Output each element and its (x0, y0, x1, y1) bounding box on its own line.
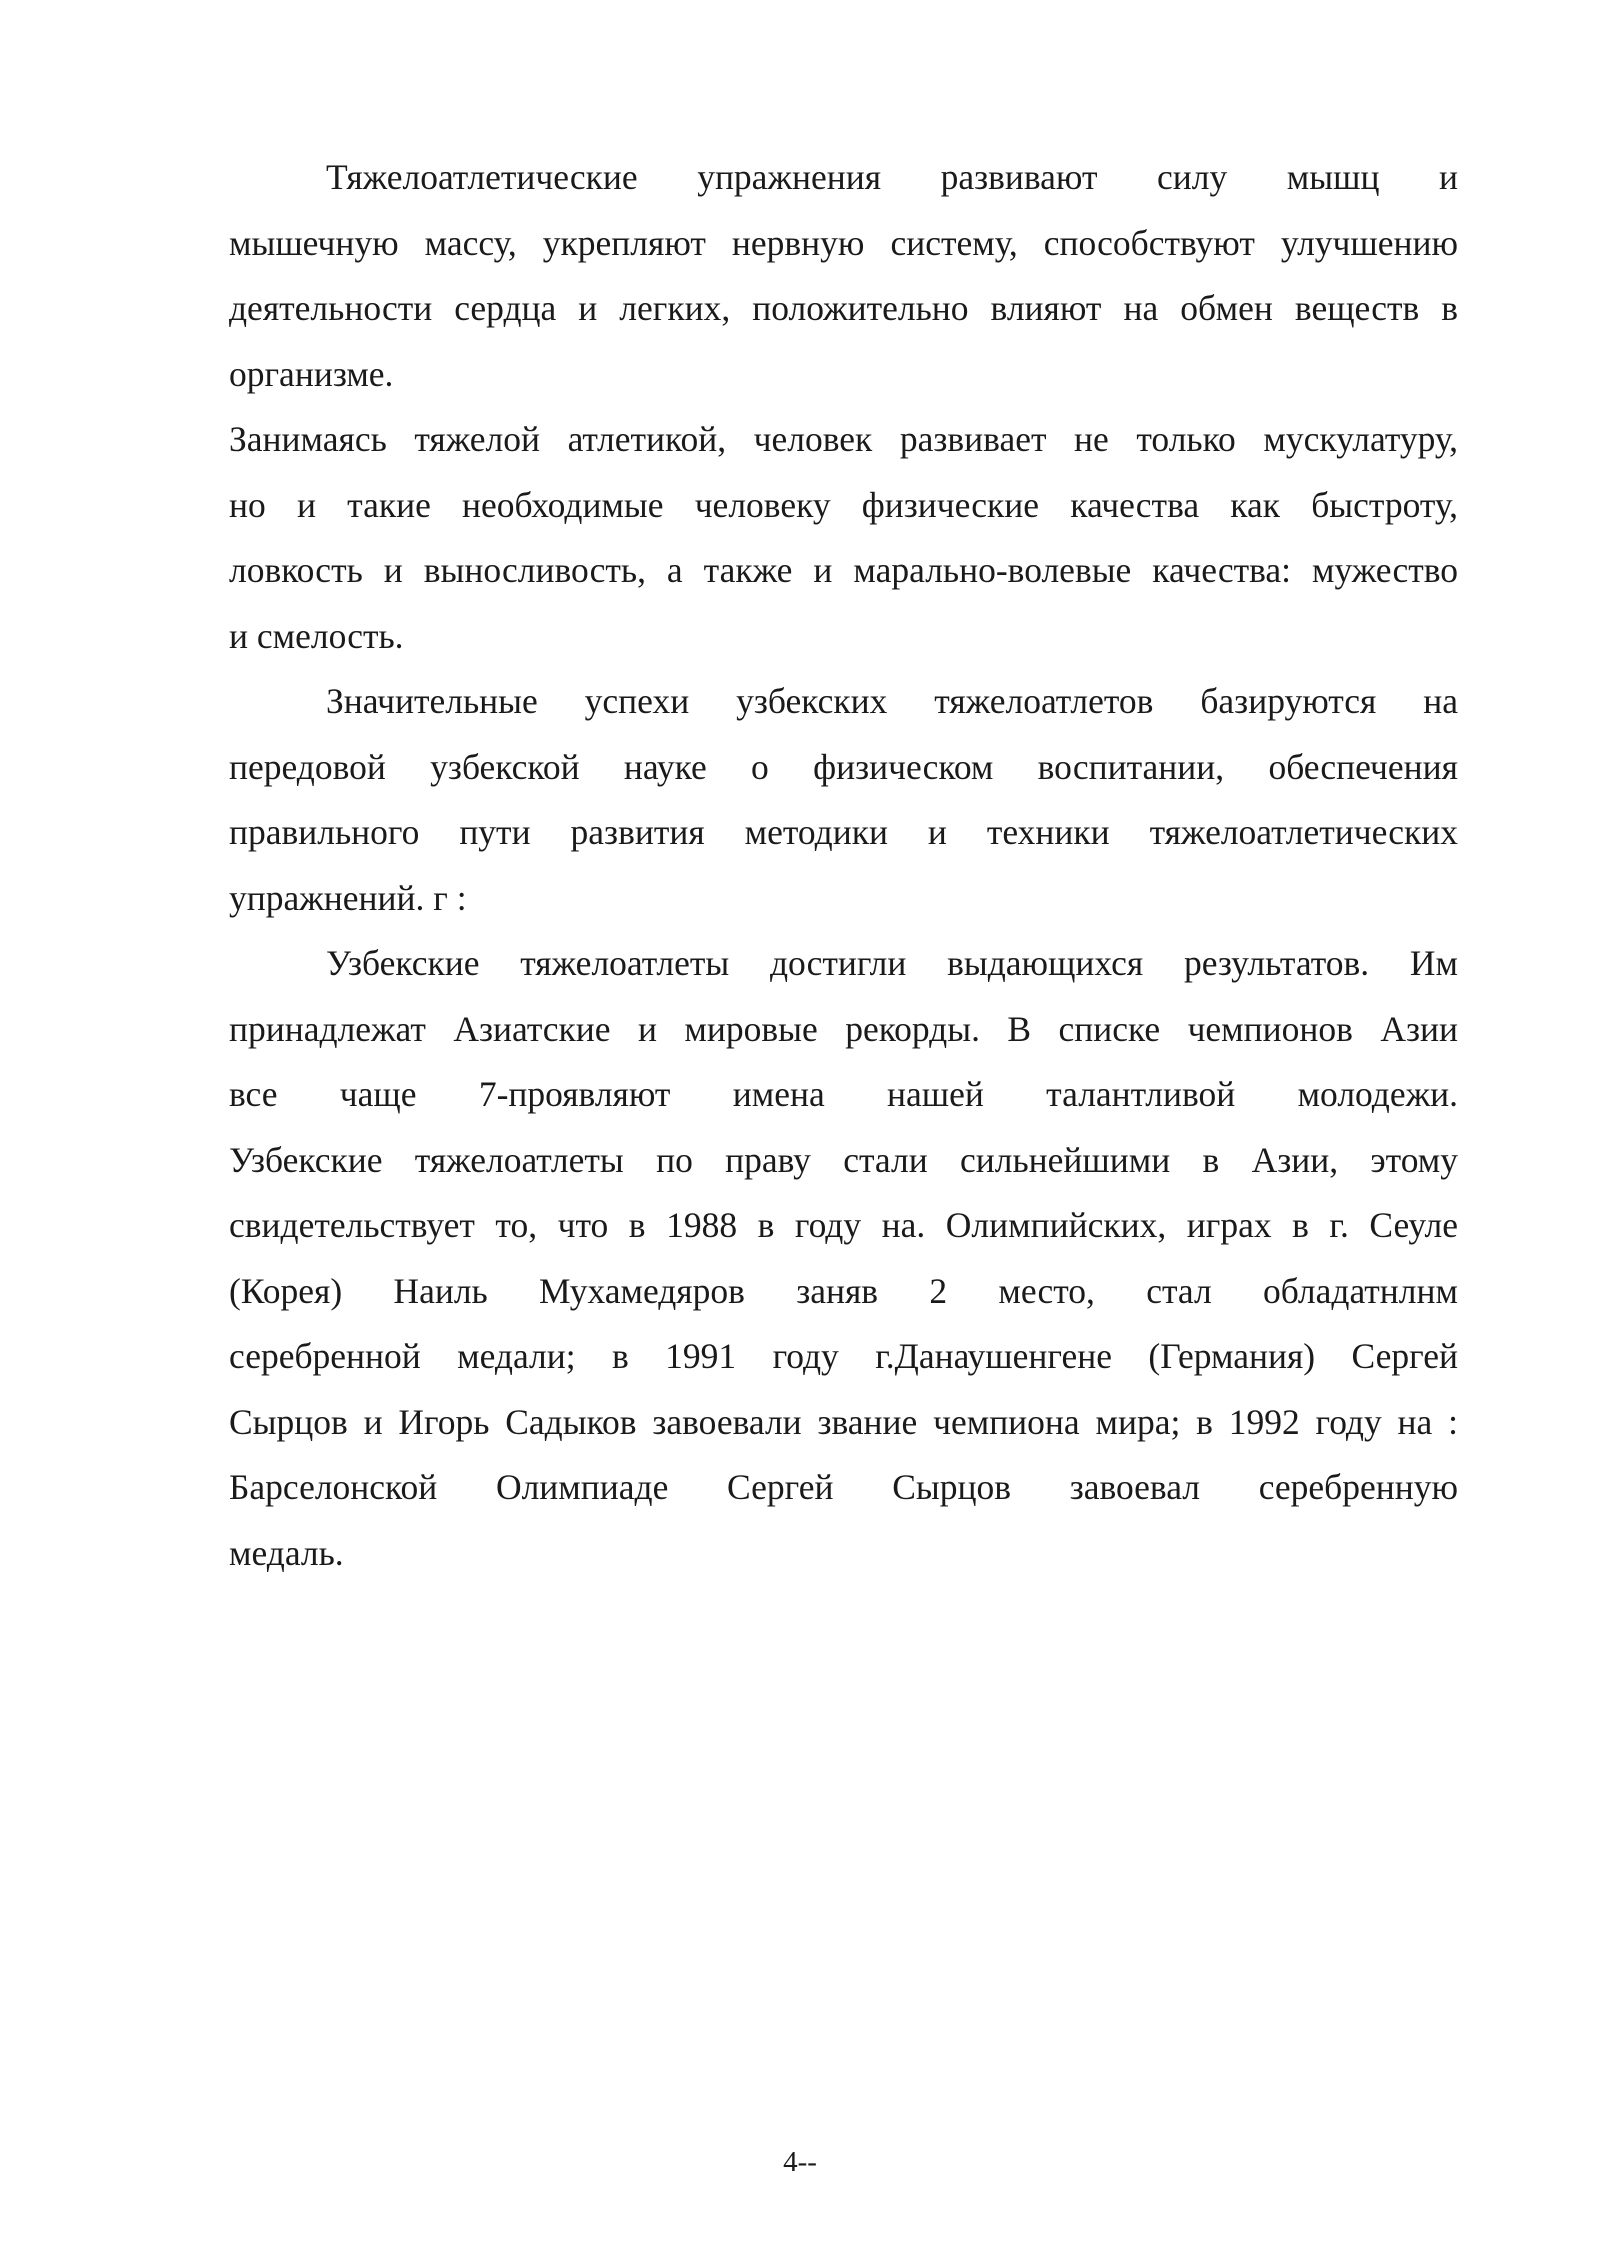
text-line: все чаще 7-проявляют имена нашей талантливой молодежи. (229, 1074, 1458, 1114)
text-line: Барселонской Олимпиаде Сергей Сырцов завоевал серебренную (229, 1467, 1458, 1507)
text-line: Узбекские тяжелоатлеты по праву стали сильнейшими в Азии, этому (229, 1139, 1458, 1180)
text-line: Тяжелоатлетические упражнения развивают силу мышц и (326, 157, 1458, 197)
text-line: Узбекские тяжелоатлеты достигли выдающихся результатов. Им (326, 943, 1458, 983)
paragraph (229, 931, 1458, 1586)
text-line: ловкость и выносливость, а также и марально-волевые качества: мужество (229, 550, 1458, 590)
text-line: организме. (229, 353, 394, 394)
text-line: мышечную массу, укрепляют нервную систему, способствуют улучшению (229, 222, 1458, 263)
text-line: медаль. (229, 1532, 344, 1573)
document-body (229, 145, 1458, 1586)
text-line: (Корея) Наиль Мухамедяров заняв 2 место, стал обладатнлнм (229, 1270, 1458, 1311)
paragraph (229, 669, 1458, 931)
text-line: правильного пути развития методики и техники тяжелоатлетических (229, 812, 1458, 852)
text-line: и смелость. (229, 615, 404, 656)
paragraph (229, 145, 1458, 407)
text-line: Сырцов и Игорь Садыков завоевали звание чемпиона мира; в 1992 году на : (229, 1401, 1458, 1442)
text-line: серебренной медали; в 1991 году г.Данаушенгене (Германия) Сергей (229, 1336, 1458, 1376)
text-line: передовой узбекской науке о физическом воспитании, обеспечения (229, 746, 1458, 787)
text-line: но и такие необходимые человеку физические качества как быстроту, (229, 484, 1458, 525)
paragraph (229, 407, 1458, 669)
text-line: деятельности сердца и легких, положительно влияют на обмен веществ в (229, 288, 1458, 328)
text-line: упражнений. г : (229, 877, 467, 918)
text-line: свидетельствует то, что в 1988 в году на. Олимпийских, играх в г. Сеуле (229, 1205, 1458, 1245)
text-line: принадлежат Азиатские и мировые рекорды. В списке чемпионов Азии (229, 1008, 1458, 1049)
text-line: Занимаясь тяжелой атлетикой, человек развивает не только мускулатуру, (229, 419, 1458, 459)
text-line: Значительные успехи узбекских тяжелоатлетов базируются на (326, 681, 1458, 721)
page-number: 4-- (783, 2146, 817, 2178)
